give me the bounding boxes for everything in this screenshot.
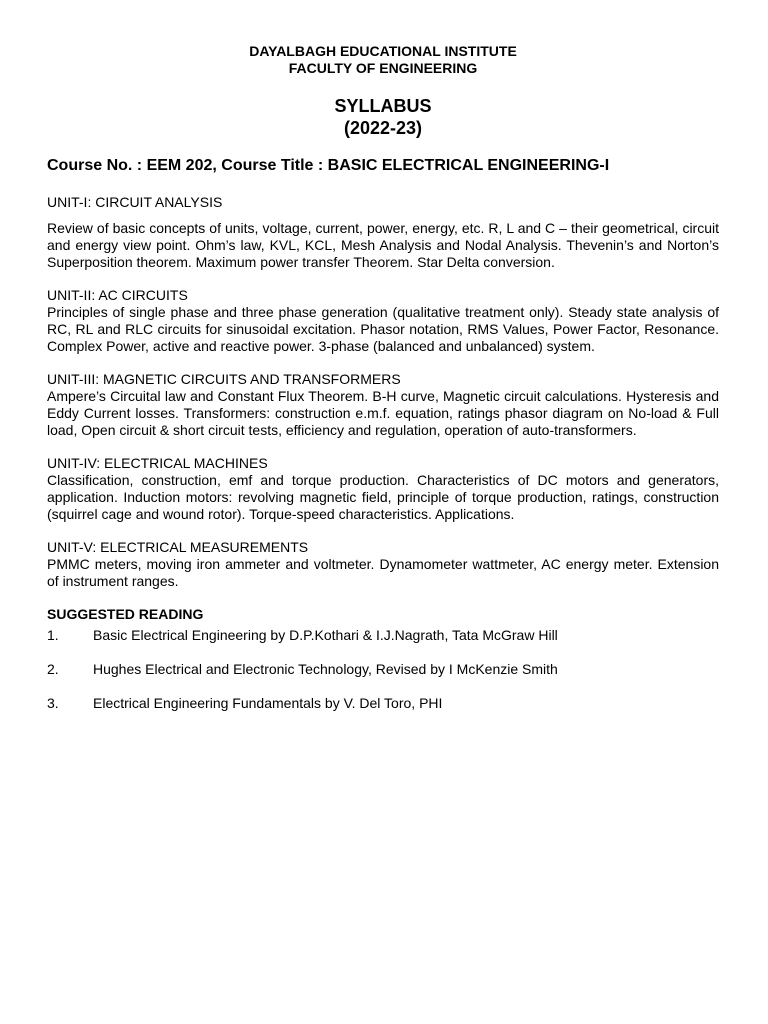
unit-heading: UNIT-V: ELECTRICAL MEASUREMENTS (47, 539, 309, 555)
course-title-label: , Course Title : (212, 157, 328, 174)
unit-body: Review of basic concepts of units, voltage, current, power, energy, etc. R, L and C – their geometrical, circuit and energy view point. Ohm’s law, KVL, KCL, Mesh Analysis and Nodal Analysis. Thevenin’s and Norton’s Superposition theorem. Maximum power transfer Theorem. Star Delta conversion. (47, 220, 719, 270)
faculty-name: FACULTY OF ENGINEERING (288, 60, 478, 76)
suggested-reading-list (47, 627, 719, 712)
course-line (47, 156, 719, 176)
unit-3 (47, 371, 719, 439)
suggested-reading-heading: SUGGESTED READING (47, 606, 204, 622)
list-item-number: 3. (47, 695, 59, 711)
session-year: (2022-23) (343, 118, 423, 138)
unit-2 (47, 287, 719, 355)
unit-heading: UNIT-IV: ELECTRICAL MACHINES (47, 455, 268, 471)
unit-heading: UNIT-II: AC CIRCUITS (47, 287, 188, 303)
unit-heading: UNIT-III: MAGNETIC CIRCUITS AND TRANSFORMERS (47, 371, 401, 387)
unit-body: Classification, construction, emf and torque production. Characteristics of DC motors and generators, application. Induction motors: revolving magnetic field, principle of torque production, ratings, construction (squirrel cage and wound rotor). Torque-speed characteristics. Applications. (47, 472, 719, 522)
list-item (47, 695, 719, 712)
course-number-label: Course No. : (47, 157, 147, 174)
institute-name: DAYALBAGH EDUCATIONAL INSTITUTE (249, 43, 517, 59)
unit-body: Ampere’s Circuital law and Constant Flux Theorem. B-H curve, Magnetic circuit calculations. Hysteresis and Eddy Current losses. Transformers: construction e.m.f. equation, ratings phasor diagram on No-load & Full load, Open circuit & short circuit tests, efficiency and regulation, operation of auto-transformers. (47, 388, 719, 438)
course-title: BASIC ELECTRICAL ENGINEERING-I (327, 157, 610, 174)
list-item (47, 627, 719, 644)
unit-heading: UNIT-I: CIRCUIT ANALYSIS (47, 194, 223, 210)
syllabus-heading: SYLLABUS (334, 96, 432, 116)
syllabus-page (47, 43, 719, 729)
course-number: EEM 202 (146, 157, 213, 174)
unit-1 (47, 194, 719, 271)
list-item-text: Basic Electrical Engineering by D.P.Kothari & I.J.Nagrath, Tata McGraw Hill (93, 627, 558, 643)
list-item-text: Electrical Engineering Fundamentals by V. Del Toro, PHI (93, 695, 443, 711)
document-title (47, 95, 719, 139)
unit-body: Principles of single phase and three phase generation (qualitative treatment only). Steady state analysis of RC, RL and RLC circuits for sinusoidal excitation. Phasor notation, RMS Values, Power Factor, Resonance. Complex Power, active and reactive power. 3-phase (balanced and unbalanced) system. (47, 304, 719, 354)
unit-5 (47, 539, 719, 590)
list-item-number: 1. (47, 627, 59, 643)
unit-4 (47, 455, 719, 523)
list-item-text: Hughes Electrical and Electronic Technology, Revised by I McKenzie Smith (93, 661, 558, 677)
list-item (47, 661, 719, 678)
unit-body: PMMC meters, moving iron ammeter and voltmeter. Dynamometer wattmeter, AC energy meter. Extension of instrument ranges. (47, 556, 719, 589)
list-item-number: 2. (47, 661, 59, 677)
